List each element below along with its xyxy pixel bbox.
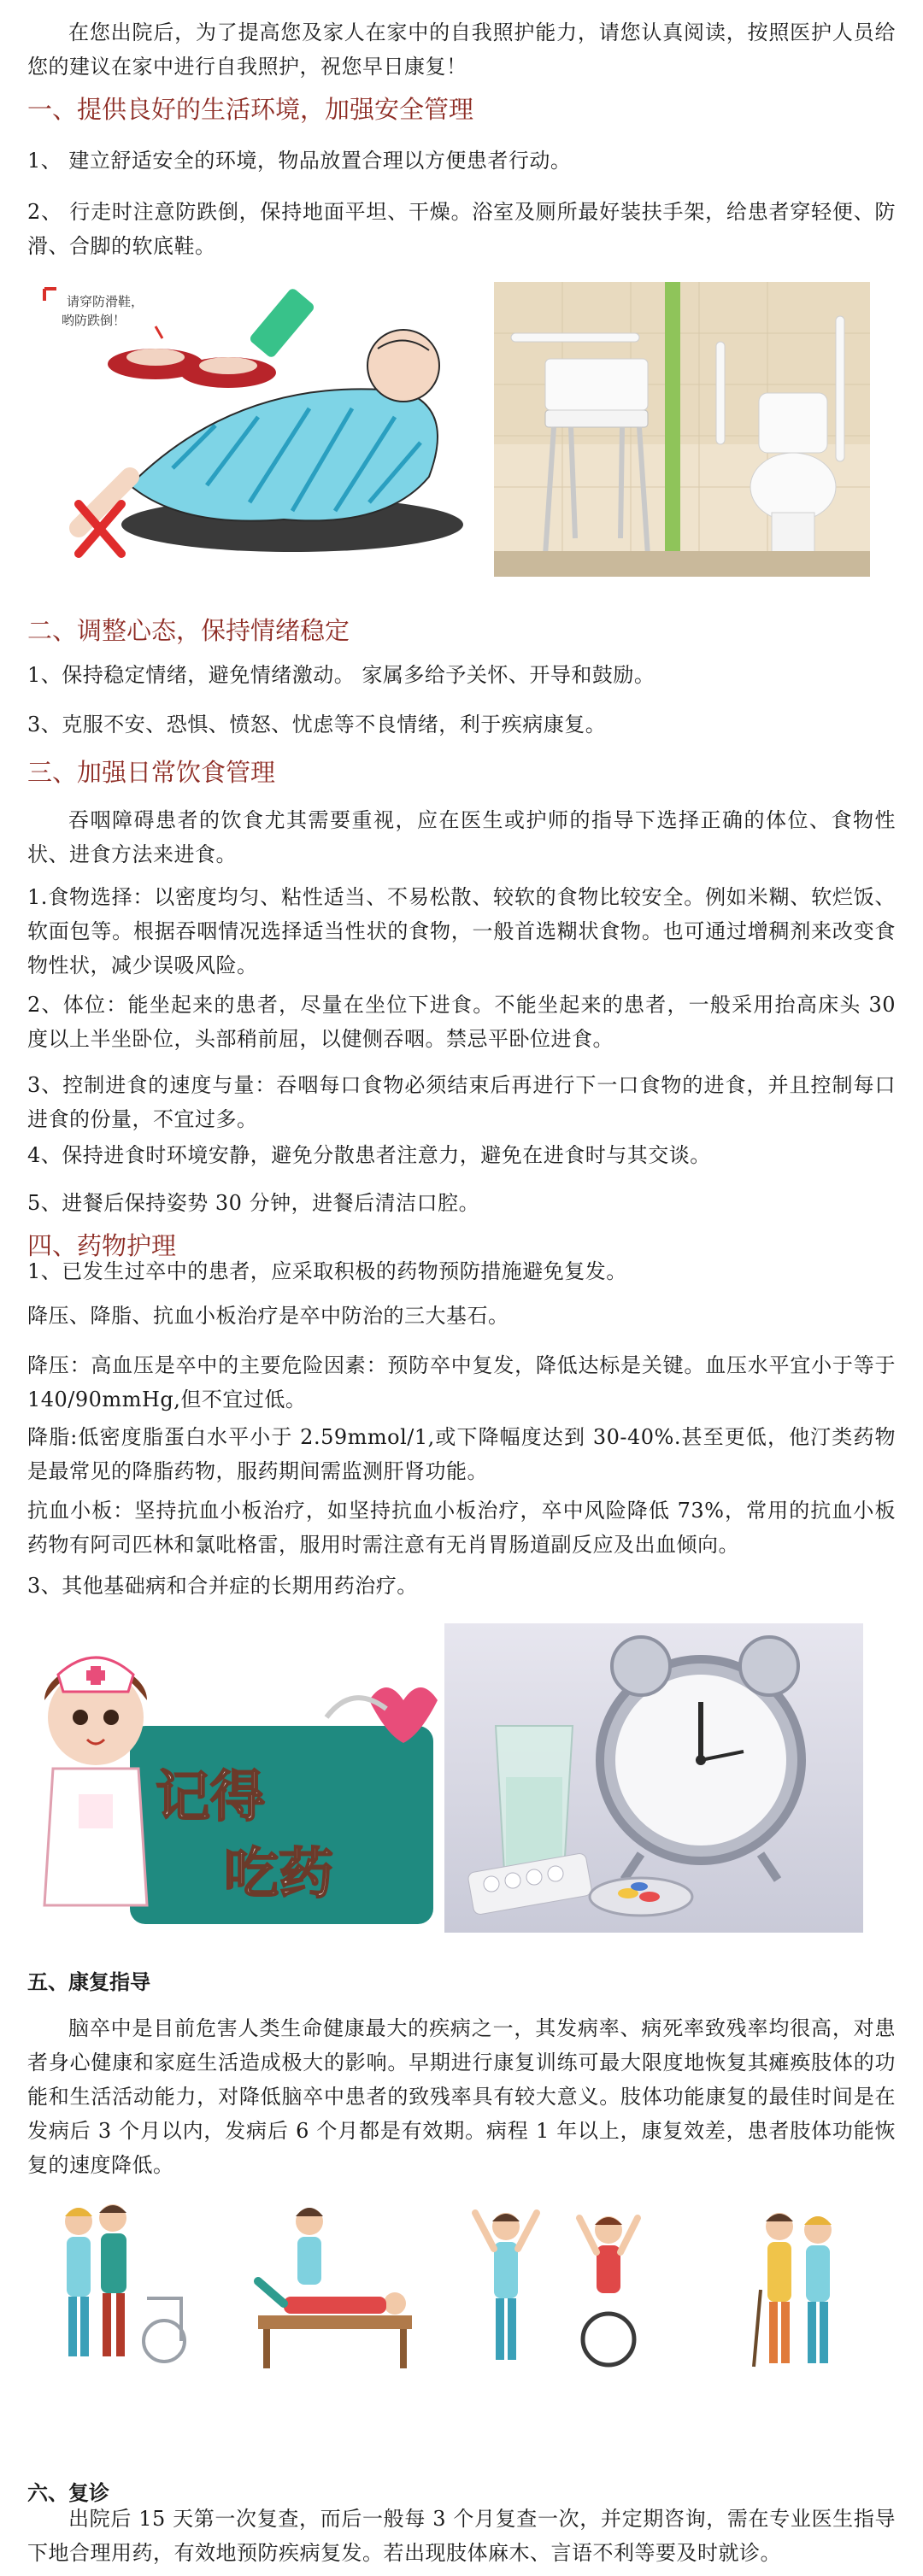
section-4-lipid: 降脂:低密度脂蛋白水平小于 2.59mmol/1,或下降幅度达到 30-40%.甚至更低，他汀类药物是最常见的降脂药物，服药期间需监测肝肾功能。 (27, 1425, 896, 1483)
section-4-bp: 降压：高血压是卒中的主要危险因素：预防卒中复发，降低达标是关键。血压水平宜小于等于140/90mmHg,但不宜过低。 (27, 1353, 896, 1411)
rehabilitation-illustrations (27, 2196, 882, 2392)
banner-text-line-1: 记得 (156, 1766, 265, 1829)
section-4-item-3: 3、其他基础病和合并症的长期用药治疗。 (27, 1574, 418, 1598)
section-3-item-2: 2、体位：能坐起来的患者，尽量在坐位下进食。不能坐起来的患者，一般采用抬高床头 30 度以上半坐卧位，头部稍前屈，以健侧吞咽。禁忌平卧位进食。 (27, 993, 896, 1051)
section-2-item-1: 1、保持稳定情绪，避免情绪激动。 家属多给予关怀、开导和鼓励。 (27, 663, 656, 687)
section-2-title: 二、调整心态，保持情绪稳定 (27, 616, 350, 645)
bathroom-photo (494, 282, 870, 577)
section-3-item-5: 5、进餐后保持姿势 30 分钟，进餐后清洁口腔。 (27, 1191, 480, 1215)
section-1-item-2: 2、 行走时注意防跌倒，保持地面平坦、干燥。浴室及厕所最好装扶手架，给患者穿轻便、防滑、合脚的软底鞋。 (27, 200, 896, 258)
section-5-paragraph: 脑卒中是目前危害人类生命健康最大的疾病之一，其发病率、病死率致残率均很高，对患者身心健康和家庭生活造成极大的影响。早期进行康复训练可最大限度地恢复其瘫痪肢体的功能和生活活动能力，对降低脑卒中患者的致残率具有较大意义。肢体功能康复的最佳时间是在发病后 3 个月以内，发病后 6 个月都是有效期。病程 1 年以上，康复效差，患者肢体功能恢复的速度降低。 (27, 2016, 896, 2177)
section-4-antiplatelet: 抗血小板：坚持抗血小板治疗，如坚持抗血小板治疗，卒中风险降低 73%，常用的抗血小板药物有阿司匹林和氯吡格雷，服用时需注意有无肖胃肠道副反应及出血倾向。 (27, 1499, 896, 1557)
section-5-title: 五、康复指导 (27, 1969, 150, 1994)
svg-text:请穿防滑鞋，: 请穿防滑鞋， (67, 294, 144, 309)
banner-text-line-2: 吃药 (224, 1843, 333, 1906)
section-6-paragraph: 出院后 15 天第一次复查，而后一般每 3 个月复查一次，并定期咨询，需在专业医生指导下地合理用药，有效地预防疾病复发。若出现肢体麻木、言语不利等要及时就诊。 (27, 2507, 896, 2565)
svg-text:哟防跌倒！: 哟防跌倒！ (62, 313, 126, 328)
section-3-item-4: 4、保持进食时环境安静，避免分散患者注意力，避免在进食时与其交谈。 (27, 1143, 711, 1167)
section-3-title: 三、加强日常饮食管理 (27, 758, 276, 787)
section-3-item-1: 1.食物选择：以密度均匀、粘性适当、不易松散、较软的食物比较安全。例如米糊、软烂饭、软面包等。根据吞咽情况选择适当性状的食物，一般首选糊状食物。也可通过增稠剂来改变食物性状，减少误吸风险。 (27, 885, 896, 977)
section-3-item-3: 3、控制进食的速度与量：吞咽每口食物必须结束后再进行下一口食物的进食，并且控制每口进食的份量，不宜过多。 (27, 1073, 896, 1131)
intro-paragraph: 在您出院后，为了提高您及家人在家中的自我照护能力，请您认真阅读，按照医护人员给您的建议在家中进行自我照护，祝您早日康复！ (27, 21, 896, 79)
section-2-item-3: 3、克服不安、恐惧、愤怒、忧虑等不良情绪，利于疾病康复。 (27, 713, 607, 736)
section-4-title: 四、药物护理 (27, 1231, 177, 1260)
section-6-title: 六、复诊 (27, 2480, 109, 2505)
section-1-title: 一、提供良好的生活环境，加强安全管理 (27, 95, 474, 124)
fall-cartoon-image (27, 272, 472, 562)
section-1-item-1: 1、 建立舒适安全的环境，物品放置合理以方便患者行动。 (27, 149, 572, 173)
medication-photo (444, 1623, 863, 1933)
section-4-basis: 降压、降脂、抗血小板治疗是卒中防治的三大基石。 (27, 1304, 509, 1328)
medication-reminder-banner (27, 1623, 438, 1933)
section-4-item-1: 1、已发生过卒中的患者，应采取积极的药物预防措施避免复发。 (27, 1259, 627, 1283)
section-3-intro: 吞咽障碍患者的饮食尤其需要重视，应在医生或护师的指导下选择正确的体位、食物性状、进食方法来进食。 (27, 808, 896, 866)
